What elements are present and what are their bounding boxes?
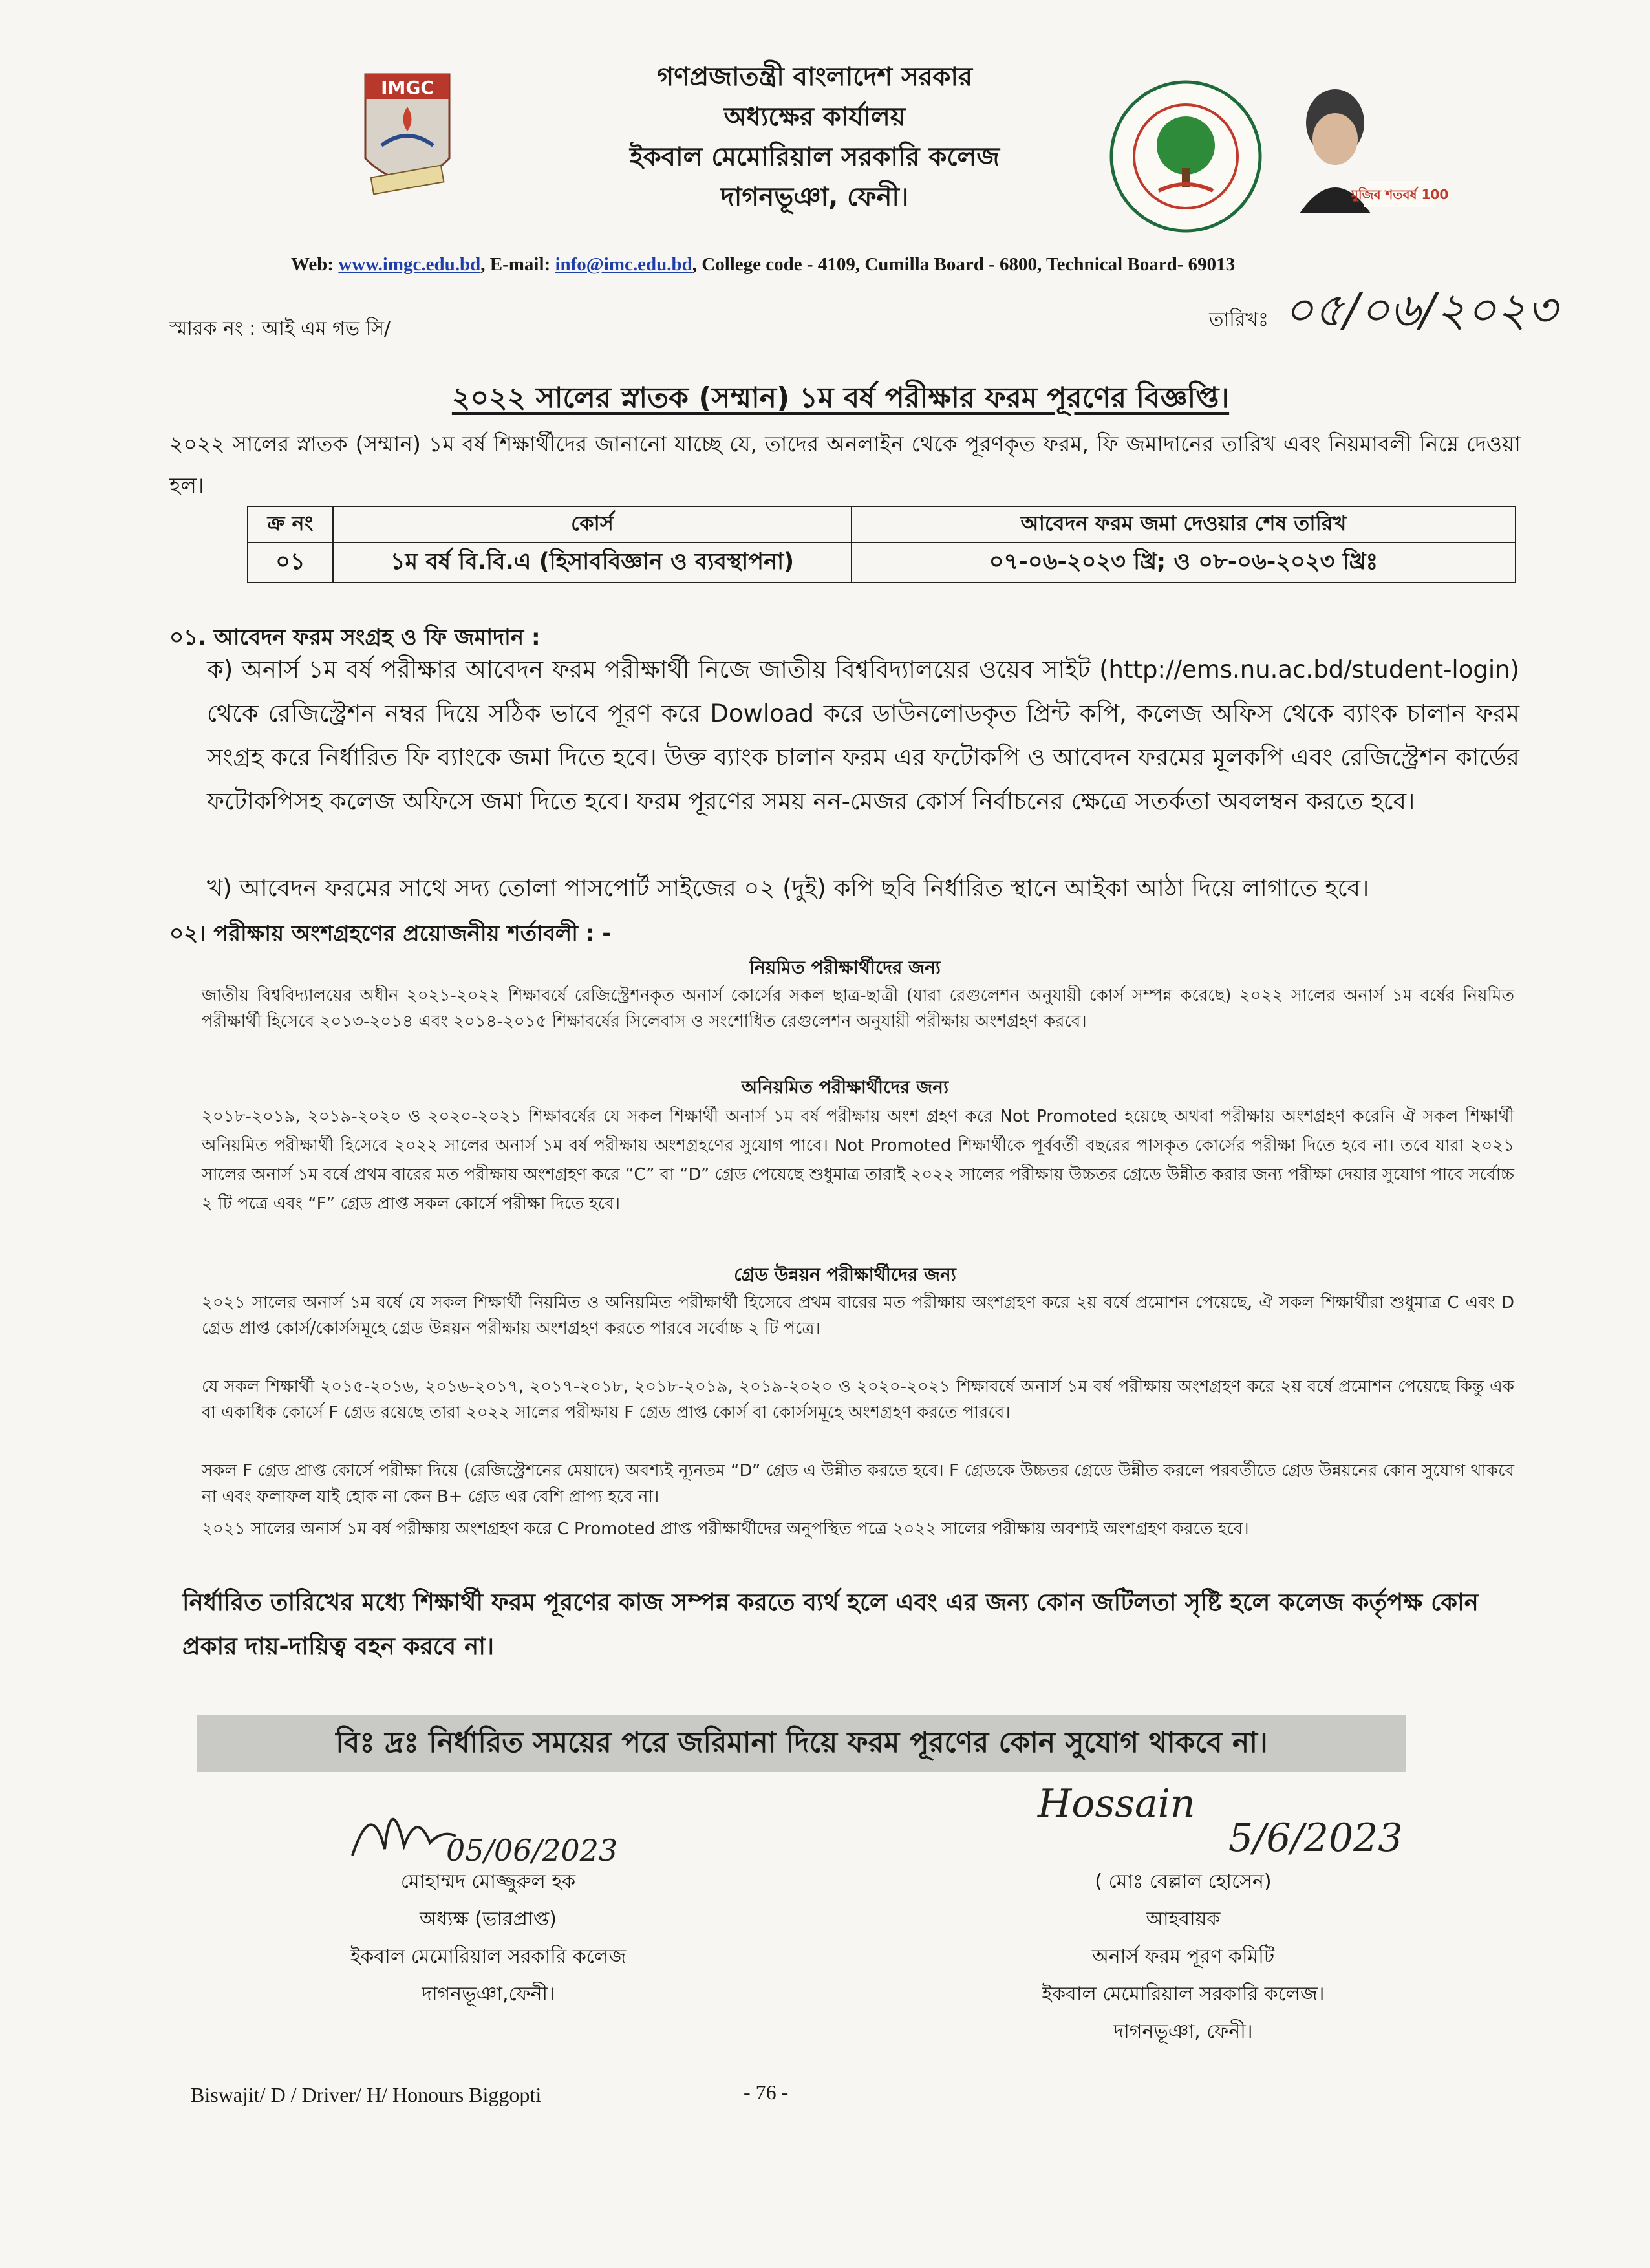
notice-title: ২০২২ সালের স্নাতক (সম্মান) ১ম বর্ষ পরীক্ষার ফরম পূরণের বিজ্ঞপ্তি। xyxy=(451,381,1230,414)
web-label: Web: xyxy=(291,254,334,275)
principal-designation: অধ্যক্ষ (ভারপ্রাপ্ত) xyxy=(419,1908,557,1931)
section1-item-ka: ক) অনার্স ১ম বর্ষ পরীক্ষার আবেদন ফরম পরীক্ষার্থী নিজে জাতীয় বিশ্ববিদ্যালয়ের ওয়েব সাইট (http://ems.nu.ac.bd/student-login) থেকে রেজিস্ট্রেশন নম্বর দিয়ে সঠিক ভাবে পূরণ করে Dowload করে ডাউনলোডকৃত প্রিন্ট কপি, কলেজ অফিস থেকে ব্যাংক চালান ফরম সংগ্রহ করে নির্ধারিত ফি ব্যাংকে জমা দিতে হবে। উক্ত ব্যাংক চালান ফরম এর ফটোকপি ও আবেদন ফরমের মূলকপি এবং রেজিস্ট্রেশন কার্ডের ফটোকপিসহ কলেজ অফিসে জমা দিতে হবে। ফরম পূরণের সময় নন-মেজর কোর্স নির্বাচনের ক্ষেত্রে সতর্কতা অবলম্বন করতে হবে। xyxy=(207,656,1519,815)
contact-line xyxy=(291,254,1390,275)
header-line-govt: গণপ্রজাতন্ত্রী বাংলাদেশ সরকার xyxy=(657,62,972,92)
col-deadline: আবেদন ফরম জমা দেওয়ার শেষ তারিখ xyxy=(852,506,1516,542)
notice-intro: ২০২২ সালের স্নাতক (সম্মান) ১ম বর্ষ শিক্ষার্থীদের জানানো যাচ্ছে যে, তাদের অনলাইন থেকে পূরণকৃত ফরম, ফি জমাদানের তারিখ এবং নিয়মাবলী নিম্নে দেওয়া হল। xyxy=(169,431,1521,498)
convener-signature: Hossain xyxy=(1038,1781,1195,1826)
header-line-place: দাগনভূঞা, ফেনী। xyxy=(720,182,909,212)
improve-title: গ্রেড উন্নয়ন পরীক্ষার্থীদের জন্য xyxy=(734,1264,956,1285)
web-link[interactable]: www.imgc.edu.bd xyxy=(338,254,481,275)
cell-serial: ০১ xyxy=(248,542,333,583)
improve-text-3: সকল F গ্রেড প্রাপ্ত কোর্সে পরীক্ষা দিয়ে (রেজিস্ট্রেশনের মেয়াদে) অবশ্যই ন্যূনতম “D” গ্রেড এ উন্নীত করতে হবে। F গ্রেডকে উচ্চতর গ্রেডে উন্নীত করলে পরবর্তীতে গ্রেড উন্নয়নের কোন সুযোগ থাকবে না এবং ফলাফল যাই হোক না কেন B+ গ্রেড এর বেশি প্রাপ্য হবে না। xyxy=(202,1461,1514,1506)
principal-block xyxy=(246,1863,731,2013)
date-handwritten: ০৫/০৬/২০২৩ xyxy=(1283,283,1557,337)
table-row xyxy=(248,542,1516,583)
principal-sign-date: 05/06/2023 xyxy=(446,1833,618,1868)
cell-deadline: ০৭-০৬-২০২৩ খ্রি; ও ০৮-০৬-২০২৩ খ্রিঃ xyxy=(852,542,1516,583)
memo-reference: স্মারক নং : আই এম গভ সি/ xyxy=(169,317,391,340)
convener-block xyxy=(925,1863,1442,2051)
college-logo xyxy=(359,61,456,207)
convener-place: দাগনভূঞা, ফেনী। xyxy=(1113,2020,1253,2043)
header-block xyxy=(556,57,1073,217)
email-link[interactable]: info@imc.edu.bd xyxy=(555,254,692,275)
section1-item-kha: খ) আবেদন ফরমের সাথে সদ্য তোলা পাসপোর্ট সাইজের ০২ (দুই) কপি ছবি নির্ধারিত স্থানে আইকা আঠা দিয়ে লাগাতে হবে। xyxy=(207,874,1369,902)
header-line-office: অধ্যক্ষের কার্যালয় xyxy=(723,102,906,132)
convener-org: ইকবাল মেমোরিয়াল সরকারি কলেজ। xyxy=(1042,1983,1325,2006)
principal-name: মোহাম্মদ মোজ্জুরুল হক xyxy=(400,1870,576,1893)
regular-text: জাতীয় বিশ্ববিদ্যালয়ের অধীন ২০২১-২০২২ শিক্ষাবর্ষে রেজিস্ট্রেশনকৃত অনার্স কোর্সের সকল ছাত্র-ছাত্রী (যারা রেগুলেশন অনুযায়ী কোর্স সম্পন্ন করেছে) ২০২২ সালের অনার্স ১ম বর্ষের নিয়মিত পরীক্ষার্থী হিসেবে ২০১৩-২০১৪ এবং ২০১৪-২০১৫ শিক্ষাবর্ষের সিলেবাস ও সংশোধিত রেগুলেশন অনুযায়ী পরীক্ষায় অংশগ্রহণ করবে। xyxy=(202,986,1514,1031)
table-header-row xyxy=(248,506,1516,542)
cell-course: ১ম বর্ষ বি.বি.এ (হিসাববিজ্ঞান ও ব্যবস্থাপনা) xyxy=(333,542,852,583)
page-number: - 76 - xyxy=(744,2081,789,2104)
convener-sign-date: 5/6/2023 xyxy=(1228,1815,1403,1861)
email-label: , E-mail: xyxy=(480,254,551,275)
section2-heading: ০২। পরীক্ষায় অংশগ্রহণের প্রয়োজনীয় শর্তাবলী : - xyxy=(169,921,612,947)
portrait-badge: মুজিব শতবর্ষ 100 xyxy=(1351,187,1449,202)
education-seal-logo xyxy=(1107,78,1265,236)
mujib-portrait-logo xyxy=(1287,84,1449,213)
col-course: কোর্স xyxy=(333,506,852,542)
principal-org: ইকবাল মেমোরিয়াল সরকারি কলেজ xyxy=(350,1945,627,1968)
logo-text: IMGC xyxy=(381,77,434,98)
course-table xyxy=(247,506,1516,583)
warning-paragraph: নির্ধারিত তারিখের মধ্যে শিক্ষার্থী ফরম পূরণের কাজ সম্পন্ন করতে ব্যর্থ হলে এবং এর জন্য কোন জটিলতা সৃষ্টি হলে কলেজ কর্তৃপক্ষ কোন প্রকার দায়-দায়িত্ব বহন করবে না। xyxy=(182,1589,1479,1660)
contact-rest: , College code - 4109, Cumilla Board - 6800, Technical Board- 69013 xyxy=(692,254,1236,275)
footer-file-path: Biswajit/ D / Driver/ H/ Honours Biggopti xyxy=(191,2083,542,2106)
col-serial: ক্র নং xyxy=(248,506,333,542)
section1-heading: ০১. আবেদন ফরম সংগ্রহ ও ফি জমাদান : xyxy=(169,625,541,650)
improve-text-1: ২০২১ সালের অনার্স ১ম বর্ষে যে সকল শিক্ষার্থী নিয়মিত ও অনিয়মিত পরীক্ষার্থী হিসেবে প্রথম বারের মত পরীক্ষায় অংশগ্রহণ করে ২য় বর্ষে প্রমোশন পেয়েছে, ঐ সকল শিক্ষার্থীরা শুধুমাত্র C এবং D গ্রেড প্রাপ্ত কোর্স/কোর্সসমূহে গ্রেড উন্নয়ন পরীক্ষায় অংশগ্রহণ করতে পারবে সর্বোচ্চ ২ টি পত্রে। xyxy=(202,1293,1514,1338)
header-line-college: ইকবাল মেমোরিয়াল সরকারি কলেজ xyxy=(629,142,1000,172)
irregular-title: অনিয়মিত পরীক্ষার্থীদের জন্য xyxy=(741,1076,949,1098)
nb-banner-text: বিঃ দ্রঃ নির্ধারিত সময়ের পরে জরিমানা দিয়ে ফরম পূরণের কোন সুযোগ থাকবে না। xyxy=(336,1726,1268,1759)
irregular-text: ২০১৮-২০১৯, ২০১৯-২০২০ ও ২০২০-২০২১ শিক্ষাবর্ষের যে সকল শিক্ষার্থী অনার্স ১ম বর্ষ পরীক্ষায় অংশ গ্রহণ করে Not Promoted হয়েছে অথবা পরীক্ষায় অংশগ্রহণ করেনি ঐ সকল শিক্ষার্থী অনিয়মিত পরীক্ষার্থী হিসেবে ২০২২ সালের অনার্স ১ম বর্ষ পরীক্ষায় অংশগ্রহণের সুযোগ পাবে। Not Promoted শিক্ষার্থীকে পূর্ববর্তী বছরের পাসকৃত কোর্সের পরীক্ষা দিতে হবে না। তবে যারা ২০২১ সালের অনার্স ১ম বর্ষে প্রথম বারের মত পরীক্ষায় অংশগ্রহণ করে “C” বা “D” গ্রেড পেয়েছে শুধুমাত্র তারাই ২০২২ সালের পরীক্ষায় উচ্চতর গ্রেডে উন্নীত করার জন্য পরীক্ষা দেয়ার সুযোগ পাবে সর্বোচ্চ ২ টি পত্রে এবং “F” গ্রেড প্রাপ্ত সকল কোর্সে পরীক্ষা দিতে হবে। xyxy=(202,1107,1514,1214)
convener-committee: অনার্স ফরম পূরণ কমিটি xyxy=(1091,1945,1275,1968)
regular-title: নিয়মিত পরীক্ষার্থীদের জন্য xyxy=(749,957,941,978)
convener-name: ( মোঃ বেল্লাল হোসেন) xyxy=(1095,1870,1272,1893)
principal-place: দাগনভূঞা,ফেনী। xyxy=(422,1983,555,2006)
improve-text-2: যে সকল শিক্ষার্থী ২০১৫-২০১৬, ২০১৬-২০১৭, ২০১৭-২০১৮, ২০১৮-২০১৯, ২০১৯-২০২০ ও ২০২০-২০২১ শিক্ষাবর্ষে অনার্স ১ম বর্ষ পরীক্ষায় অংশগ্রহণ করে ২য় বর্ষে প্রমোশন পেয়েছে কিন্তু এক বা একাধিক কোর্সে F গ্রেড রয়েছে তারা ২০২২ সালের পরীক্ষায় F গ্রেড প্রাপ্ত কোর্স বা কোর্সসমূহে অংশগ্রহণ করতে পারবে। xyxy=(202,1377,1514,1422)
improve-text-4: ২০২১ সালের অনার্স ১ম বর্ষ পরীক্ষায় অংশগ্রহণ করে C Promoted প্রাপ্ত পরীক্ষার্থীদের অনুপস্থিত পত্রে ২০২২ সালের পরীক্ষায় অবশ্যই অংশগ্রহণ করতে হবে। xyxy=(202,1519,1249,1539)
convener-designation: আহবায়ক xyxy=(1146,1908,1221,1931)
date-label: তারিখঃ xyxy=(1209,308,1269,331)
principal-signature xyxy=(346,1784,462,1868)
